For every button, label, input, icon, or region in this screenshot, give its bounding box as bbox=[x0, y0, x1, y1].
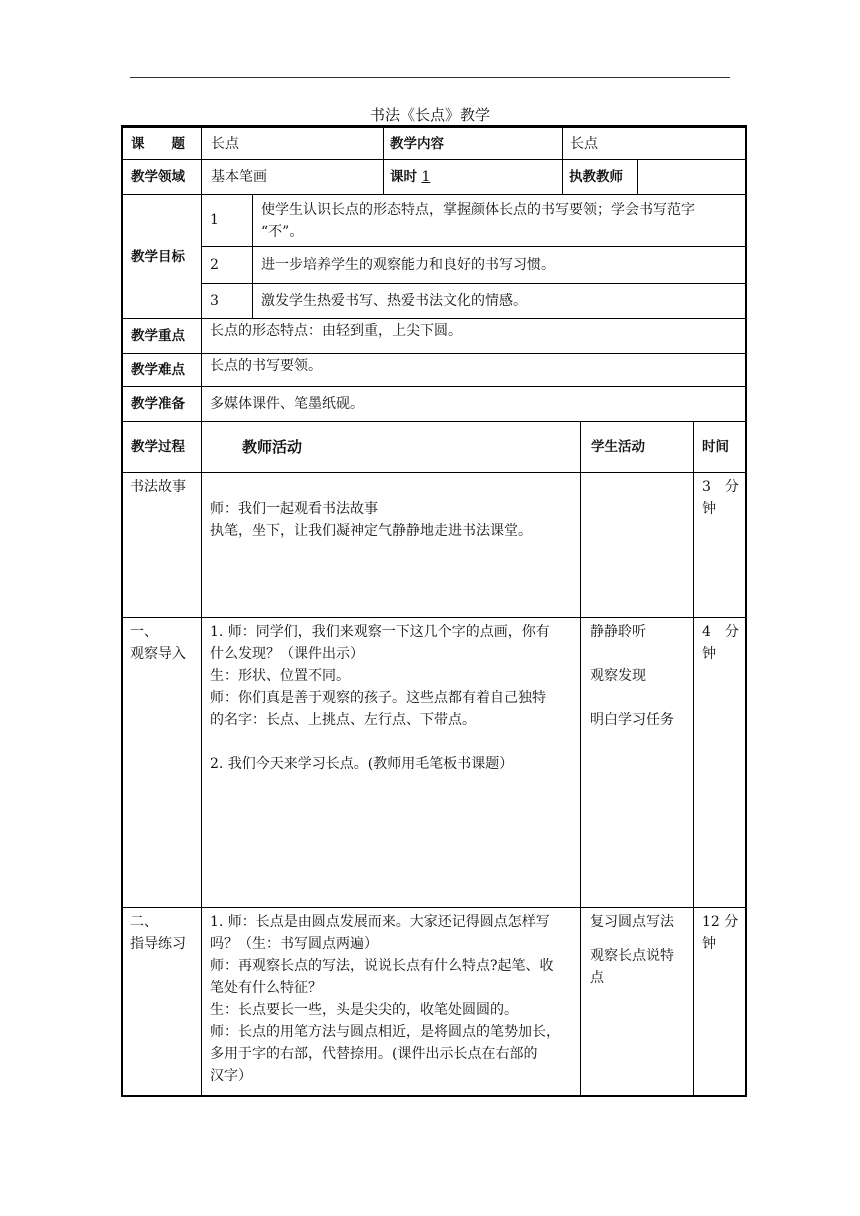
goal-text: 进一步培养学生的观察能力和良好的书写习惯。 bbox=[252, 246, 747, 284]
goal-number: 3 bbox=[201, 283, 253, 319]
student-activity-header: 学生活动 bbox=[580, 421, 694, 473]
goal-text: 激发学生热爱书写、热爱书法文化的情感。 bbox=[252, 283, 747, 319]
teacher-activity-line: 师：你们真是善于观察的孩子。这些点都有着自己独特 bbox=[210, 690, 546, 706]
teacher-activity-line: 的名字：长点、上挑点、左行点、下带点。 bbox=[210, 712, 476, 728]
time-line: 4 分 bbox=[702, 624, 739, 640]
time-header: 时间 bbox=[693, 421, 747, 473]
topic-label: 课 题 bbox=[121, 127, 202, 160]
hours-label: 课时 bbox=[390, 169, 417, 185]
stage-name: 书法故事 bbox=[121, 472, 202, 618]
difficulty-label: 教学难点 bbox=[121, 353, 202, 387]
student-activity-line: 点 bbox=[590, 970, 604, 986]
teacher-activity-line: 笔处有什么特征？ bbox=[210, 980, 322, 996]
key-point-text: 长点的形态特点：由轻到重，上尖下圆。 bbox=[201, 318, 747, 354]
preparation-label: 教学准备 bbox=[121, 386, 202, 422]
teacher-activity-line: 1. 师：长点是由圆点发展而来。大家还记得圆点怎样写 bbox=[210, 914, 550, 930]
time-line: 钟 bbox=[702, 646, 716, 662]
preparation-text: 多媒体课件、笔墨纸砚。 bbox=[201, 386, 747, 422]
teacher-label: 执教教师 bbox=[562, 159, 638, 195]
document-title: 书法《长点》教学 bbox=[369, 106, 490, 124]
teacher-activity-line: 师：长点的用笔方法与圆点相近，是将圆点的笔势加长， bbox=[210, 1024, 560, 1040]
content-value: 长点 bbox=[562, 127, 747, 160]
key-point-label: 教学重点 bbox=[121, 318, 202, 354]
teacher-activity-line: 师：我们一起观看书法故事 bbox=[210, 501, 378, 517]
teacher-activity-line: 生：长点要长一些，头是尖尖的，收笔处圆圆的。 bbox=[210, 1002, 518, 1018]
teacher-activity-line: 什么发现？（课件出示） bbox=[210, 646, 364, 662]
stage-name-line: 指导练习 bbox=[130, 936, 186, 952]
student-activity-line: 明白学习任务 bbox=[590, 712, 674, 728]
student-activity-line: 观察长点说特 bbox=[590, 948, 674, 964]
process-header: 教学过程 bbox=[121, 421, 202, 473]
teacher-activity-line: 2. 我们今天来学习长点。(教师用毛笔板书课题） bbox=[210, 756, 514, 772]
topic-value: 长点 bbox=[201, 127, 384, 160]
header-rule bbox=[130, 77, 730, 78]
student-activity-line: 观察发现 bbox=[590, 668, 646, 684]
teacher-activity-line: 1. 师：同学们，我们来观察一下这几个字的点画，你有 bbox=[210, 624, 550, 640]
stage-name-line: 一、 bbox=[130, 624, 158, 640]
teacher-activity-line: 多用于字的右部，代替捺用。(课件出示长点在右部的 bbox=[210, 1046, 538, 1062]
difficulty-text: 长点的书写要领。 bbox=[201, 353, 747, 387]
teacher-activity-line: 执笔，坐下，让我们凝神定气静静地走进书法课堂。 bbox=[210, 523, 532, 539]
student-activity-line: 复习圆点写法 bbox=[590, 914, 674, 930]
stage-name-line: 二、 bbox=[130, 914, 158, 930]
goal-text-line: “不”。 bbox=[261, 224, 304, 240]
domain-label: 教学领域 bbox=[121, 159, 202, 195]
table-outer-border bbox=[121, 125, 747, 1097]
teacher-activity-line: 师：再观察长点的写法，说说长点有什么特点?起笔、收 bbox=[210, 958, 554, 974]
time-line: 钟 bbox=[702, 936, 716, 952]
domain-value: 基本笔画 bbox=[201, 159, 384, 195]
teacher-activity-line: 生：形状、位置不同。 bbox=[210, 668, 350, 684]
time-line: 3 分 bbox=[702, 479, 739, 495]
teacher-activity-line: 汉字） bbox=[210, 1068, 252, 1084]
teacher-activity-header: 教师活动 bbox=[201, 421, 581, 473]
goals-label: 教学目标 bbox=[121, 194, 202, 319]
student-activity-line: 静静聆听 bbox=[590, 624, 646, 640]
content-label: 教学内容 bbox=[383, 127, 563, 160]
teacher-activity-line: 吗？（生：书写圆点两遍） bbox=[210, 936, 378, 952]
goal-number: 2 bbox=[201, 246, 253, 284]
hours-value: 1 bbox=[421, 169, 431, 185]
stage-name-line: 观察导入 bbox=[130, 646, 186, 662]
time-line: 12 分 bbox=[702, 914, 739, 930]
goal-text-line: 使学生认识长点的形态特点，掌握颜体长点的书写要领；学会书写范字 bbox=[261, 202, 695, 218]
goal-number: 1 bbox=[201, 194, 253, 247]
time-line: 钟 bbox=[702, 501, 716, 517]
